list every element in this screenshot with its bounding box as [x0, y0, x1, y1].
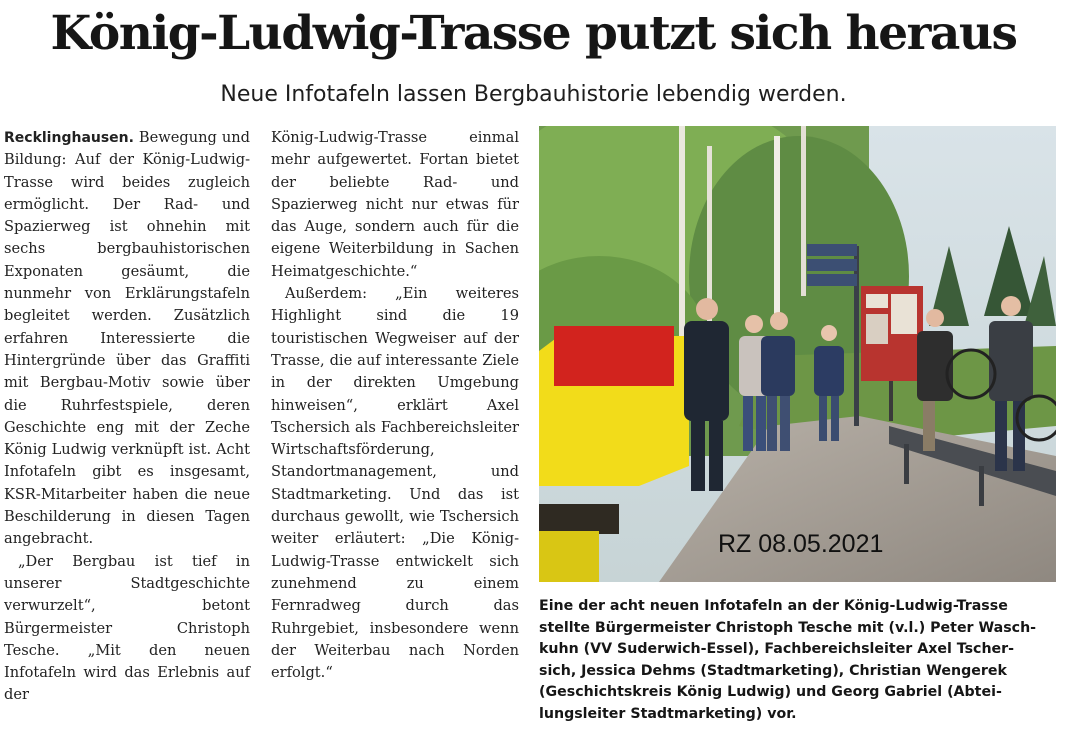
subheadline: Neue Infotafeln lassen Bergbauhistorie lebendig werden. — [220, 82, 847, 107]
caption-line: stellte Bürgermeister Christoph Tesche mit (v.l.) Peter Wasch- — [539, 619, 1037, 636]
photo-date-stamp: RZ 08.05.2021 — [718, 530, 884, 558]
paragraph-text: Bewegung und Bildung: Auf der König-Ludwig-Trasse wird beides zugleich ermöglicht. Der Rad- und Spazierweg ist ohnehin mit sechs bergbauhistorischen Exponaten gesäumt, die nunmehr von Erklärungstafeln begleitet werden. Zusätzlich erfahren Interessierte die Hintergründe über das Graffiti mit Bergbau-Motiv sowie über die Ruhrfestspiele, deren Geschichte eng mit der Zeche König Ludwig verknüpft ist. Acht Infotafeln gibt es insgesamt, KSR-Mitarbeiter haben die neue Beschilderung in diesen Tagen angebracht. — [4, 129, 250, 548]
article-paragraph: „Der Bergbau ist tief in unserer Stadtgeschichte verwurzelt“, betont Bürgermeister Christoph Tesche. „Mit den neuen Infotafeln wird das Erlebnis auf der — [4, 552, 250, 704]
article-paragraph — [4, 127, 250, 551]
article-paragraph: König-Ludwig-Trasse einmal mehr aufgewertet. Fortan bietet der beliebte Rad- und Spazierweg nicht nur etwas für das Auge, sondern auch für die eigene Weiterbildung in Sachen Heimatgeschichte.“ — [271, 129, 519, 280]
caption-line: Eine der acht neuen Infotafeln an der König-Ludwig-Trasse — [539, 598, 1008, 614]
article-photo — [539, 126, 1056, 582]
dateline: Recklinghausen. — [4, 130, 134, 146]
caption-line: lungsleiter Stadtmarketing) vor. — [539, 705, 797, 722]
article-column-1 — [4, 127, 250, 707]
article-column-2 — [271, 127, 519, 684]
photo-illustration — [539, 126, 1056, 582]
article-paragraph: Außerdem: „Ein weiteres Highlight sind die 19 touristischen Wegweiser auf der Trasse, die auf interessante Ziele in der direkten Umgebung hinweisen“, erklärt Axel Tschersich als Fachbereichsleiter Wirtschaftsförderung, Standortmanagement, und Stadtmarketing. Und das ist durchaus gewollt, wie Tschersich weiter erläutert: „Die König-Ludwig-Trasse entwickelt sich zunehmend zu einem Fernradweg durch das Ruhrgebiet, insbesondere wenn der Weiterbau nach Norden erfolgt.“ — [271, 285, 519, 682]
caption-line: (Geschichtskreis König Ludwig) und Georg Gabriel (Abtei- — [539, 684, 1002, 701]
caption-line: sich, Jessica Dehms (Stadtmarketing), Christian Wengerek — [539, 662, 1007, 679]
caption-line: kuhn (VV Suderwich-Essel), Fachbereichsleiter Axel Tscher- — [539, 641, 1015, 658]
photo-caption — [539, 596, 1059, 726]
headline: König-Ludwig-Trasse putzt sich heraus — [50, 6, 1017, 61]
